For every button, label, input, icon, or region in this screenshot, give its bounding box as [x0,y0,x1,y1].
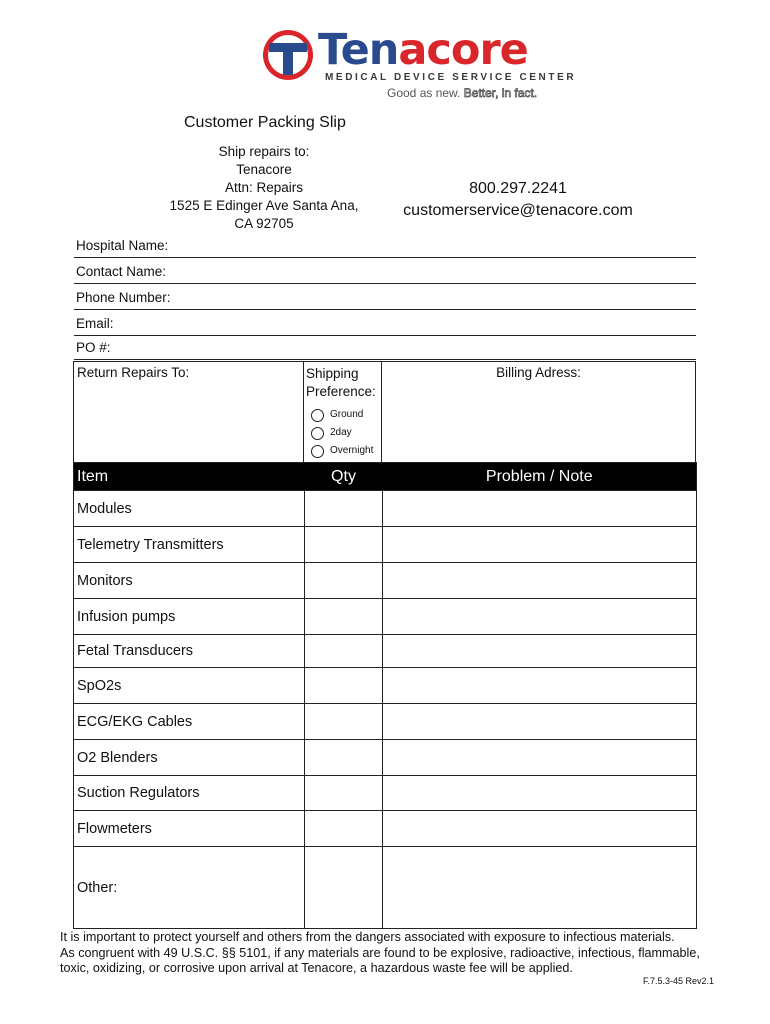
field-label: Contact Name: [76,264,167,279]
radio-label: 2day [330,427,352,438]
shipping-preference [304,362,382,462]
logo-tagline [387,86,537,100]
note-cell[interactable] [383,599,697,635]
item-name: Other: [74,847,305,929]
header-item: Item [74,463,305,491]
note-cell[interactable] [383,668,697,704]
logo-wordmark [318,26,528,74]
return-repairs-to-field[interactable] [74,362,304,462]
radio-2day[interactable] [311,427,324,440]
tagline-outline: Better, in fact. [463,86,538,100]
item-name: Flowmeters [74,811,305,847]
item-name: Modules [74,491,305,527]
item-name: Infusion pumps [74,599,305,635]
shipping-label: Preference: [306,384,376,399]
contact-email: customerservice@tenacore.com [403,202,633,219]
note-cell[interactable] [383,740,697,776]
table-row [74,776,697,811]
tenacore-logo [262,25,577,106]
logo-name-part2: acore [398,25,528,75]
header-qty: Qty [305,463,383,491]
field-label: Email: [76,316,114,331]
phone-number-field[interactable] [74,284,696,310]
note-cell[interactable] [383,811,697,847]
billing-label: Billing Adress: [496,365,581,380]
ship-to-line: Tenacore [236,162,292,177]
qty-cell[interactable] [305,740,383,776]
table-row [74,635,697,668]
radio-ground[interactable] [311,409,324,422]
note-cell[interactable] [383,776,697,811]
table-row [74,704,697,740]
address-shipping-box [73,361,696,463]
ship-to-line: Ship repairs to: [218,144,310,159]
tenacore-t-icon [262,29,314,81]
tagline-plain: Good as new. [387,86,464,100]
table-header-row [74,463,697,491]
return-label: Return Repairs To: [77,365,190,380]
ship-to-line: 1525 E Edinger Ave Santa Ana, [169,198,359,213]
note-cell[interactable] [383,847,697,929]
item-name: Telemetry Transmitters [74,527,305,563]
contact-name-field[interactable] [74,258,696,284]
table-row [74,491,697,527]
table-row [74,847,697,929]
shipping-option-ground[interactable] [306,407,379,423]
ship-to-line: Attn: Repairs [224,180,304,195]
qty-cell[interactable] [305,704,383,740]
qty-cell[interactable] [305,668,383,704]
billing-address-field[interactable] [382,362,695,462]
notice-line: As congruent with 49 U.S.C. §§ 5101, if any materials are found to be explosive, radioactive, infectious, flammable, [60,945,700,960]
item-name: Fetal Transducers [74,635,305,668]
shipping-option-overnight[interactable] [306,443,379,459]
radio-label: Overnight [330,445,374,456]
qty-cell[interactable] [305,776,383,811]
po-number-field[interactable] [74,334,696,360]
field-label: Phone Number: [76,290,171,305]
ship-to-address [150,143,378,233]
shipping-option-2day[interactable] [306,425,379,441]
header-note: Problem / Note [383,463,697,491]
table-row [74,599,697,635]
note-cell[interactable] [383,704,697,740]
note-cell[interactable] [383,527,697,563]
contact-phone: 800.297.2241 [469,180,567,197]
items-table [73,462,697,929]
hospital-name-field[interactable] [74,232,696,258]
field-label: PO #: [76,340,111,355]
radio-overnight[interactable] [311,445,324,458]
notice-line: toxic, oxidizing, or corrosive upon arrival at Tenacore, a hazardous waste fee will be applied. [60,961,573,975]
item-name: Suction Regulators [74,776,305,811]
contact-info [392,178,644,222]
qty-cell[interactable] [305,635,383,668]
qty-cell[interactable] [305,599,383,635]
item-name: O2 Blenders [74,740,305,776]
qty-cell[interactable] [305,491,383,527]
note-cell[interactable] [383,635,697,668]
shipping-label: Shipping [306,366,359,381]
qty-cell[interactable] [305,563,383,599]
table-row [74,811,697,847]
logo-subtitle: MEDICAL DEVICE SERVICE CENTER [325,72,577,83]
ship-to-line: CA 92705 [234,216,294,231]
table-row [74,740,697,776]
table-row [74,527,697,563]
note-cell[interactable] [383,563,697,599]
notice-line: It is important to protect yourself and others from the dangers associated with exposure to infectious materials. [60,930,675,944]
form-code: F.7.5.3-45 Rev2.1 [642,976,714,986]
logo-name-part1: Ten [318,25,399,75]
email-field[interactable] [74,310,696,336]
field-label: Hospital Name: [76,238,169,253]
item-name: SpO2s [74,668,305,704]
table-row [74,563,697,599]
qty-cell[interactable] [305,811,383,847]
table-row [74,668,697,704]
item-name: Monitors [74,563,305,599]
qty-cell[interactable] [305,847,383,929]
page-title: Customer Packing Slip [184,114,346,131]
radio-label: Ground [330,409,364,420]
note-cell[interactable] [383,491,697,527]
qty-cell[interactable] [305,527,383,563]
item-name: ECG/EKG Cables [74,704,305,740]
hazard-notice [60,930,720,977]
